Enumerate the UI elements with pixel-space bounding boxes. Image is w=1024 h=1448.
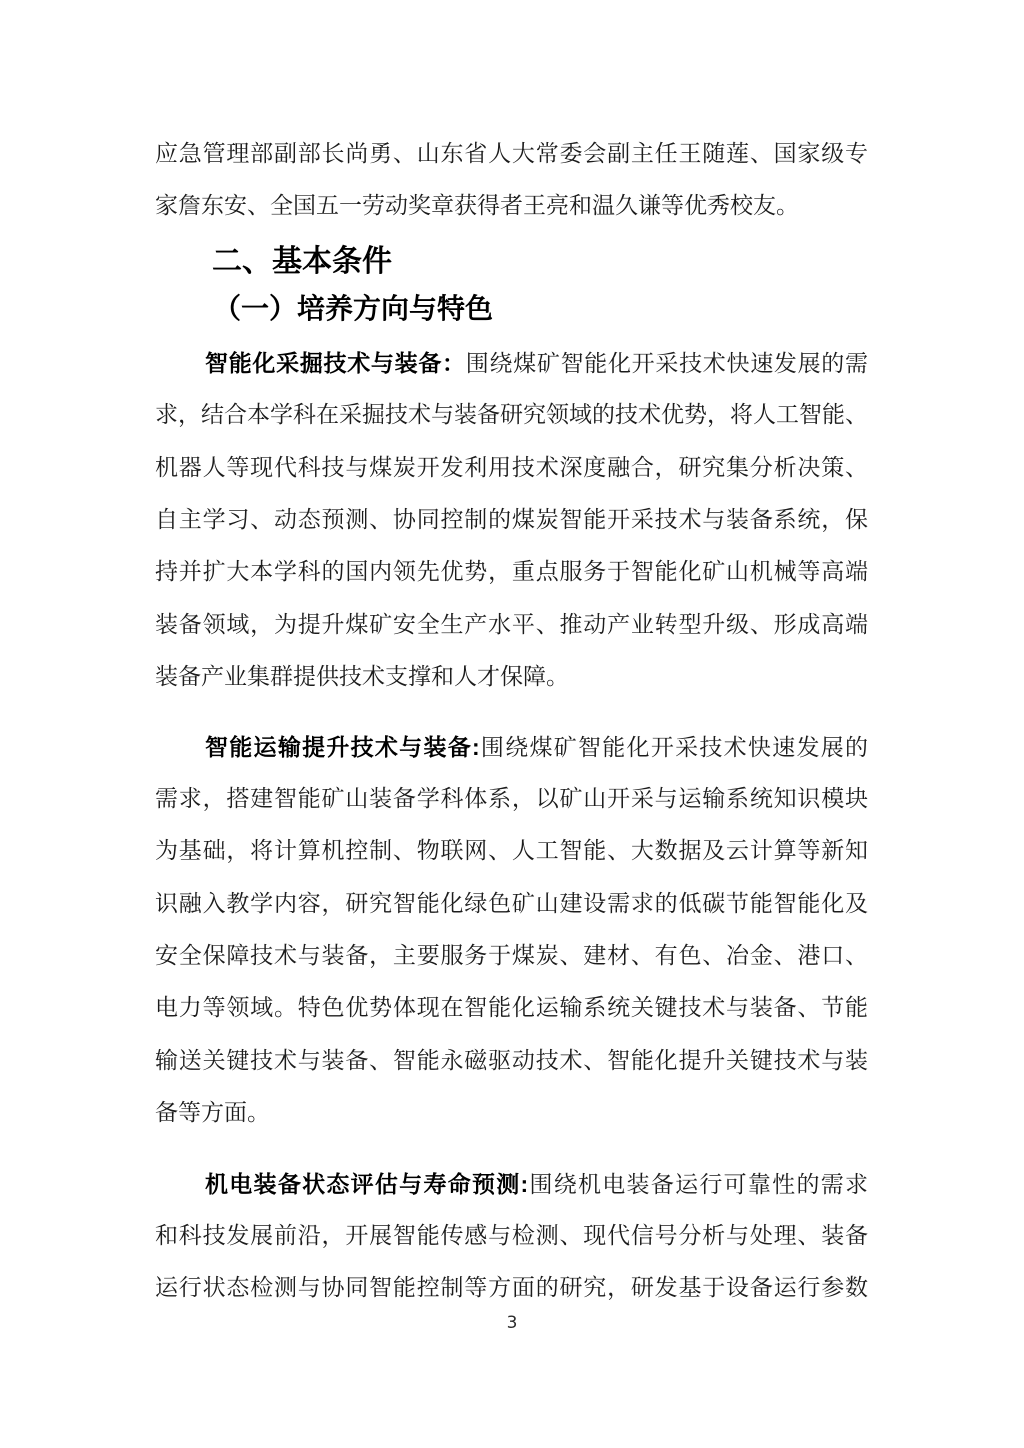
text-line: 为基础，将计算机控制、物联网、人工智能、大数据及云计算等新知 [155,838,868,864]
page-number: 3 [506,1313,518,1333]
body-paragraph-1 [155,337,868,704]
paragraph-lead: 机电装备状态评估与寿命预测: [205,1170,529,1197]
paragraph-lead: 智能运输提升技术与装备: [205,733,480,760]
text-line: 智能化采掘技术与装备：围绕煤矿智能化开采技术快速发展的需 [205,349,868,376]
paragraph-lead: 智能化采掘技术与装备： [205,349,466,376]
text-line: 求，结合本学科在采掘技术与装备研究领域的技术优势，将人工智能、 [155,402,868,428]
page-content [155,128,868,1315]
text-line: 机电装备状态评估与寿命预测:围绕机电装备运行可靠性的需求 [205,1170,868,1197]
body-paragraph-2 [155,721,868,1140]
body-paragraph-3 [155,1158,868,1315]
text-line: 需求，搭建智能矿山装备学科体系，以矿山开采与运输系统知识模块 [155,785,868,811]
text-line: 备等方面。 [155,1100,270,1126]
text-line: 电力等领域。特色优势体现在智能化运输系统关键技术与装备、节能 [155,995,868,1021]
text-line: 安全保障技术与装备，主要服务于煤炭、建材、有色、冶金、港口、 [155,943,868,969]
text-line: 运行状态检测与协同智能控制等方面的研究，研发基于设备运行参数 [155,1275,868,1301]
text-line: 输送关键技术与装备、智能永磁驱动技术、智能化提升关键技术与装 [155,1047,868,1073]
text-line: 智能运输提升技术与装备:围绕煤矿智能化开采技术快速发展的 [205,733,868,760]
intro-paragraph [155,128,868,233]
text-line: 识融入教学内容，研究智能化绿色矿山建设需求的低碳节能智能化及 [155,890,868,916]
text-line: 应急管理部副部长尚勇、山东省人大常委会副主任王随莲、国家级专 [155,141,868,166]
text-line: 机器人等现代科技与煤炭开发利用技术深度融合，研究集分析决策、 [155,454,868,480]
text-line: 和科技发展前沿，开展智能传感与检测、现代信号分析与处理、装备 [155,1223,868,1249]
subsection-heading: （一）培养方向与特色 [213,292,494,324]
text-line: 自主学习、动态预测、协同控制的煤炭智能开采技术与装备系统，保 [155,506,868,532]
text-line: 装备产业集群提供技术支撑和人才保障。 [155,664,569,690]
text-line: 装备领域，为提升煤矿安全生产水平、推动产业转型升级、形成高端 [155,611,868,637]
text-line: 家詹东安、全国五一劳动奖章获得者王亮和温久谦等优秀校友。 [155,193,799,219]
section-heading: 二、基本条件 [212,244,392,278]
text-line: 持并扩大本学科的国内领先优势，重点服务于智能化矿山机械等高端 [155,559,868,585]
